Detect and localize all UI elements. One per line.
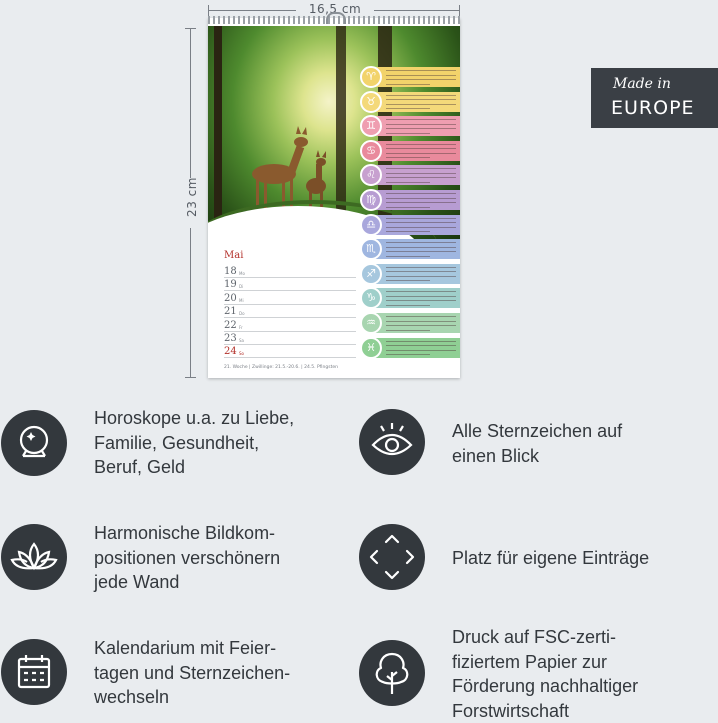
day-number: 22 xyxy=(224,319,237,331)
zodiac-sign-icon: ♐ xyxy=(360,263,382,285)
zodiac-row xyxy=(360,238,460,260)
tree-icon xyxy=(359,640,425,706)
day-number: 21 xyxy=(224,306,237,318)
month-label: Mai xyxy=(224,250,244,261)
day-number: 20 xyxy=(224,292,237,304)
zodiac-row xyxy=(360,140,460,162)
lotus-icon xyxy=(1,524,67,590)
day-row xyxy=(224,331,356,345)
weekday-label: Do xyxy=(239,311,245,317)
zodiac-sign-icon: ♋ xyxy=(360,140,382,162)
zodiac-row xyxy=(360,164,460,186)
calendar-hook xyxy=(326,12,346,24)
made-in-europe-badge xyxy=(591,68,718,128)
zodiac-sign-icon: ♏ xyxy=(360,238,382,260)
weekday-label: So xyxy=(239,351,244,357)
feature-fsc-paper: Druck auf FSC-zerti- fiziertem Papier zur Förderung nachhaltiger Forstwirtschaft xyxy=(452,627,639,721)
zodiac-sign-icon: ♌ xyxy=(360,164,382,186)
feature-own-entries: Platz für eigene Einträge xyxy=(452,548,650,568)
zodiac-text-band xyxy=(374,338,460,358)
feature-all-signs: Alle Sternzeichen auf einen Blick xyxy=(452,421,623,466)
weekday-label: Mi xyxy=(239,297,244,303)
day-row xyxy=(224,304,356,318)
zodiac-text-band xyxy=(374,116,460,136)
zodiac-sign-icon: ♒ xyxy=(360,312,382,334)
zodiac-sign-icon: ♊ xyxy=(360,115,382,137)
calendar-footer: 21. Woche | Zwillinge: 21.5.-20.6. | 24.5. Pfingsten xyxy=(224,365,338,370)
day-row xyxy=(224,318,356,332)
zodiac-text-band xyxy=(374,190,460,210)
zodiac-row xyxy=(360,214,460,236)
zodiac-text-band xyxy=(374,67,460,87)
zodiac-sign-icon: ♎ xyxy=(360,214,382,236)
zodiac-sign-icon: ♈ xyxy=(360,66,382,88)
badge-line2: EUROPE xyxy=(611,97,695,119)
zodiac-text-band xyxy=(374,264,460,284)
zodiac-row xyxy=(360,189,460,211)
feature-horoscopes: Horoskope u.a. zu Liebe, Familie, Gesundheit, Beruf, Geld xyxy=(94,408,295,477)
weekday-label: Sa xyxy=(239,338,244,343)
zodiac-row xyxy=(360,91,460,113)
zodiac-text-band xyxy=(374,313,460,333)
zodiac-row xyxy=(360,337,460,359)
feature-compositions: Harmonische Bildkom- positionen verschönern jede Wand xyxy=(94,523,281,592)
zodiac-sign-icon: ♍ xyxy=(360,189,382,211)
feature-calendarium: Kalendarium mit Feier- tagen und Sternzeichen- wechseln xyxy=(94,638,291,707)
badge-line1: Made in xyxy=(613,76,671,92)
eye-icon xyxy=(359,409,425,475)
zodiac-strip xyxy=(360,66,460,366)
zodiac-sign-icon: ♑ xyxy=(360,287,382,309)
move-arrows-icon xyxy=(359,524,425,590)
day-row xyxy=(224,344,356,358)
day-number: 23 xyxy=(224,333,237,344)
day-number: 18 xyxy=(224,266,237,277)
day-row xyxy=(224,264,356,278)
width-label: 16,5 cm xyxy=(308,2,362,16)
day-row xyxy=(224,291,356,305)
zodiac-row xyxy=(360,66,460,88)
zodiac-text-band xyxy=(374,239,460,259)
zodiac-text-band xyxy=(374,288,460,308)
calendar-icon xyxy=(1,639,67,705)
height-dimension xyxy=(184,28,200,378)
zodiac-sign-icon: ♓ xyxy=(360,337,382,359)
height-label: 23 cm xyxy=(185,177,199,217)
zodiac-text-band xyxy=(374,165,460,185)
weekday-label: Di xyxy=(239,284,244,290)
zodiac-text-band xyxy=(374,215,460,235)
zodiac-sign-icon: ♉ xyxy=(360,91,382,113)
weekday-label: Fr xyxy=(239,324,243,330)
day-row xyxy=(224,277,356,291)
day-number: 19 xyxy=(224,279,237,291)
crystal-ball-icon xyxy=(1,410,67,476)
calendar-preview xyxy=(208,18,460,378)
zodiac-text-band xyxy=(374,92,460,112)
zodiac-row xyxy=(360,263,460,285)
zodiac-text-band xyxy=(374,141,460,161)
zodiac-row xyxy=(360,115,460,137)
zodiac-row xyxy=(360,287,460,309)
zodiac-row xyxy=(360,312,460,334)
weekday-label: Mo xyxy=(239,271,245,276)
day-number: 24 xyxy=(224,346,237,358)
